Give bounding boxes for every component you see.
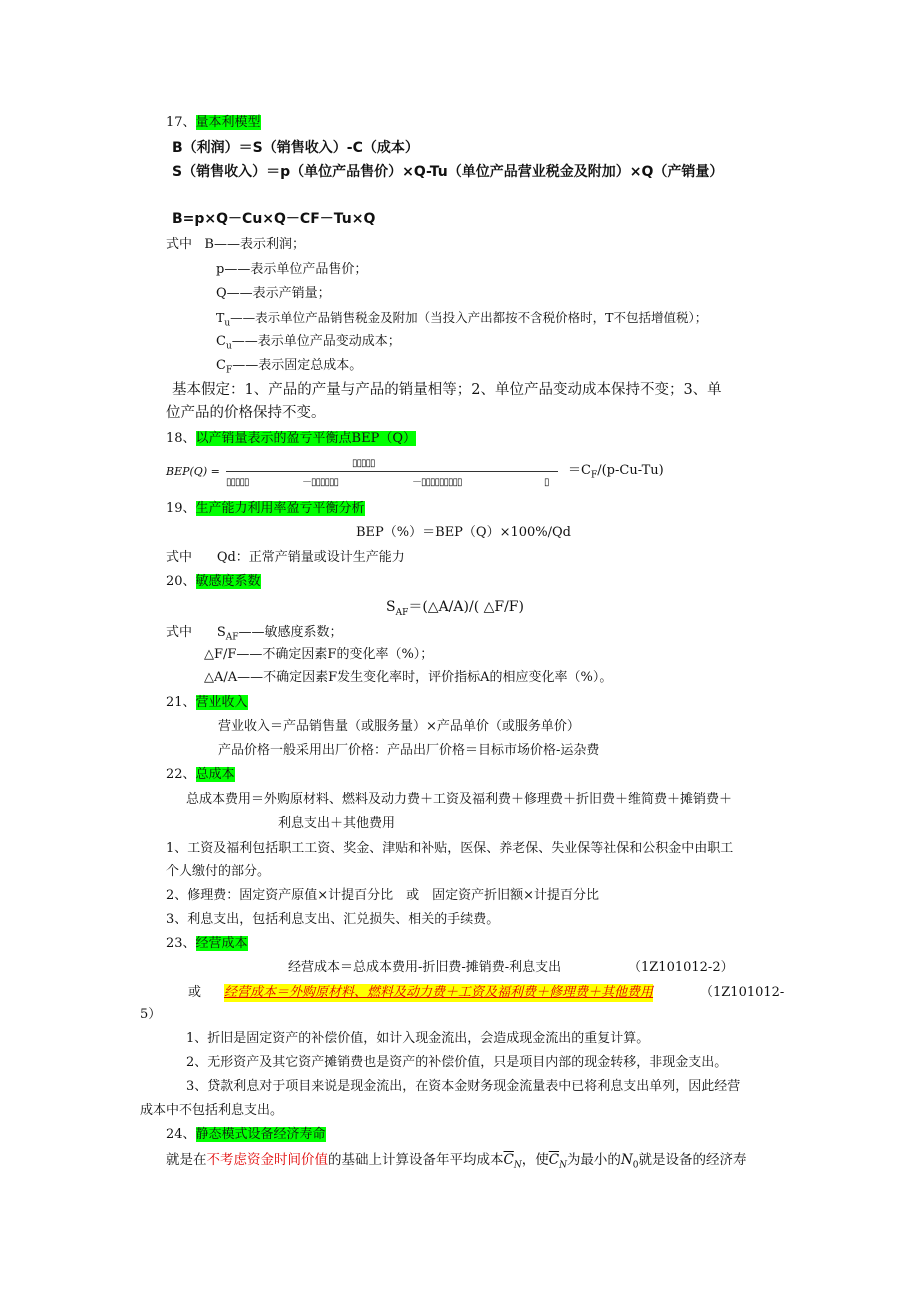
section-number: 24、 [166,1127,196,1142]
section-title: 静态模式设备经济寿命 [195,1127,326,1142]
total-cost-formula-1: 总成本费用＝外购原材料、燃料及动力费＋工资及福利费＋修理费＋折旧费＋维简费＋摊销费＋ [186,792,733,807]
bep-q-den-term-3: －▯▯▯▯▯▯▯▯▯ [412,477,462,488]
subscript: 0 [632,1160,639,1171]
text: 的基础上计算设备年平均成本 [328,1152,504,1168]
where-label: 式中 [166,237,193,252]
operating-cost-formula-1: 经营成本＝总成本费用-折旧费-摊销费-利息支出 [288,960,562,975]
definition-p: p——表示单位产品售价； [216,262,368,277]
formula-profit: B（利润）＝S（销售收入）-C（成本） [172,140,419,156]
def-text: B——表示利润； [204,237,305,252]
section-title: 营业收入 [195,695,248,710]
subscript: u [224,318,231,329]
definition-b [166,236,305,254]
note-loan-interest-2: 成本中不包括利息支出。 [140,1103,284,1118]
section-18-heading [166,430,416,448]
formula-ref-2-cont: 5） [140,1007,162,1022]
subscript: F [225,365,233,376]
definition-saf [166,624,342,647]
formula-sensitivity [386,598,524,622]
or-label: 或 [188,985,202,1000]
section-23-heading [166,935,248,953]
section-number: 20、 [166,574,196,589]
note-loan-interest-1: 3、贷款利息对于项目来说是现金流出，在资本金财务现金流量表中已将利息支出单列，因此经营 [186,1079,741,1094]
assumption-line-2: 位产品的价格保持不变。 [166,405,326,421]
where-label: 式中 [166,550,193,565]
formula-profit-expanded: B=p×Q－Cu×Q－CF－Tu×Q [172,211,376,227]
symbol: S [216,625,226,640]
formula-bep-percent: BEP（%）＝BEP（Q）×100%/Qd [356,525,572,540]
subscript: AF [395,607,409,618]
section-19-heading [166,500,365,518]
bep-q-den-term-1: ▯▯▯▯▯ [226,477,249,488]
highlighted-text: 不考虑资金时间价值 [206,1152,328,1168]
def-text: ——表示单位产品变动成本； [231,334,401,349]
section-title: 量本利模型 [195,115,261,130]
section-title: 生产能力利用率盈亏平衡分析 [195,501,365,516]
price-note: 产品价格一般采用出厂价格：产品出厂价格＝目标市场价格-运杂费 [218,743,600,758]
note-interest: 3、利息支出，包括利息支出、汇兑损失、相关的手续费。 [166,912,500,927]
formula-sales: S（销售收入）＝p（单位产品售价）×Q-Tu（单位产品营业税金及附加）×Q（产销量） [172,164,724,180]
text: 就是在 [166,1152,207,1168]
formula-ref-1: （1Z101012-2） [628,960,734,975]
def-text: ——敏感度系数； [238,625,343,640]
section-20-heading [166,573,261,591]
bep-q-rhs [568,462,664,485]
rhs-prefix: ＝C [568,463,591,478]
section-number: 23、 [166,936,196,951]
symbol: C [216,358,226,373]
def-text: ——表示固定总成本。 [232,358,363,373]
note-repair: 2、修理费：固定资产原值×计提百分比 或 固定资产折旧额×计提百分比 [166,888,600,903]
cbar-symbol: $\overline{C}$ [548,1152,560,1168]
subscript: AF [225,632,239,643]
section-number: 22、 [166,767,196,782]
definition-cf [216,357,362,380]
subscript: N [513,1160,522,1171]
def-text: Qd：正常产销量或设计生产能力 [216,550,405,565]
bep-q-den-term-2: －▯▯▯▯▯▯ [302,477,339,488]
section-title: 经营成本 [195,936,248,951]
section-title: 敏感度系数 [195,574,261,589]
economic-life-definition [166,1151,746,1175]
bep-q-lhs: BEP(Q) = [166,465,220,478]
section-number: 17、 [166,115,196,130]
section-number: 21、 [166,695,196,710]
text: 就是设备的经济寿 [638,1152,747,1168]
symbol: C [216,334,226,349]
section-17-heading [166,114,261,132]
formula-ref-2: （1Z101012- [700,985,785,1000]
n0-symbol: N [620,1152,633,1168]
definition-df: △F/F——不确定因素F的变化率（%）； [204,647,434,662]
subscript: F [590,470,598,481]
text: ，使 [521,1152,549,1168]
section-21-heading [166,694,248,712]
definition-q: Q——表示产销量； [216,286,331,301]
subscript: u [225,341,232,352]
definition-tu [216,309,707,333]
section-22-heading [166,766,235,784]
note-amortization: 2、无形资产及其它资产摊销费也是资产的补偿价值，只是项目内部的现金转移，非现金支出。 [186,1055,728,1070]
note-wages-2: 个人缴付的部分。 [166,864,271,879]
section-title: 以产销量表示的盈亏平衡点BEP（Q） [195,431,416,446]
def-text: ——表示单位产品销售税金及附加（当投入产出都按不含税价格时，T不包括增值税）； [230,310,708,325]
definition-cu [216,333,401,356]
total-cost-formula-2: 利息支出＋其他费用 [278,816,396,831]
where-label: 式中 [166,625,193,640]
definition-qd [166,549,405,567]
section-number: 19、 [166,501,196,516]
bep-q-numerator: ▯▯▯▯▯ [352,458,375,469]
note-depreciation: 1、折旧是固定资产的补偿价值，如计入现金流出，会造成现金流出的重复计算。 [186,1031,650,1046]
section-24-heading [166,1126,326,1144]
fraction-line [226,471,558,472]
symbol: S [386,599,396,615]
assumption-line-1: 基本假定：1、产品的产量与产品的销量相等；2、单位产品变动成本保持不变；3、单 [172,382,722,398]
cbar-symbol: $\overline{C}$ [503,1152,514,1168]
section-title: 总成本 [195,767,235,782]
subscript: N [559,1160,567,1171]
note-wages-1: 1、工资及福利包括职工工资、奖金、津贴和补贴，医保、养老保、失业保等社保和公积金中由职工 [166,841,734,856]
formula-rest: ＝(△A/A)/( △F/F) [408,599,524,615]
bep-q-den-term-4: ▯ [544,477,549,488]
section-number: 18、 [166,431,196,446]
definition-da: △A/A——不确定因素F发生变化率时，评价指标A的相应变化率（%）。 [204,670,613,685]
text: 为最小的 [566,1152,621,1168]
rhs-suffix: /(p-Cu-Tu) [597,463,664,478]
symbol: T [216,310,225,325]
revenue-formula: 营业收入＝产品销售量（或服务量）×产品单价（或服务单价） [218,719,580,734]
operating-cost-formula-2: 经营成本＝外购原材料、燃料及动力费＋工资及福利费＋修理费＋其他费用 [224,985,654,1000]
